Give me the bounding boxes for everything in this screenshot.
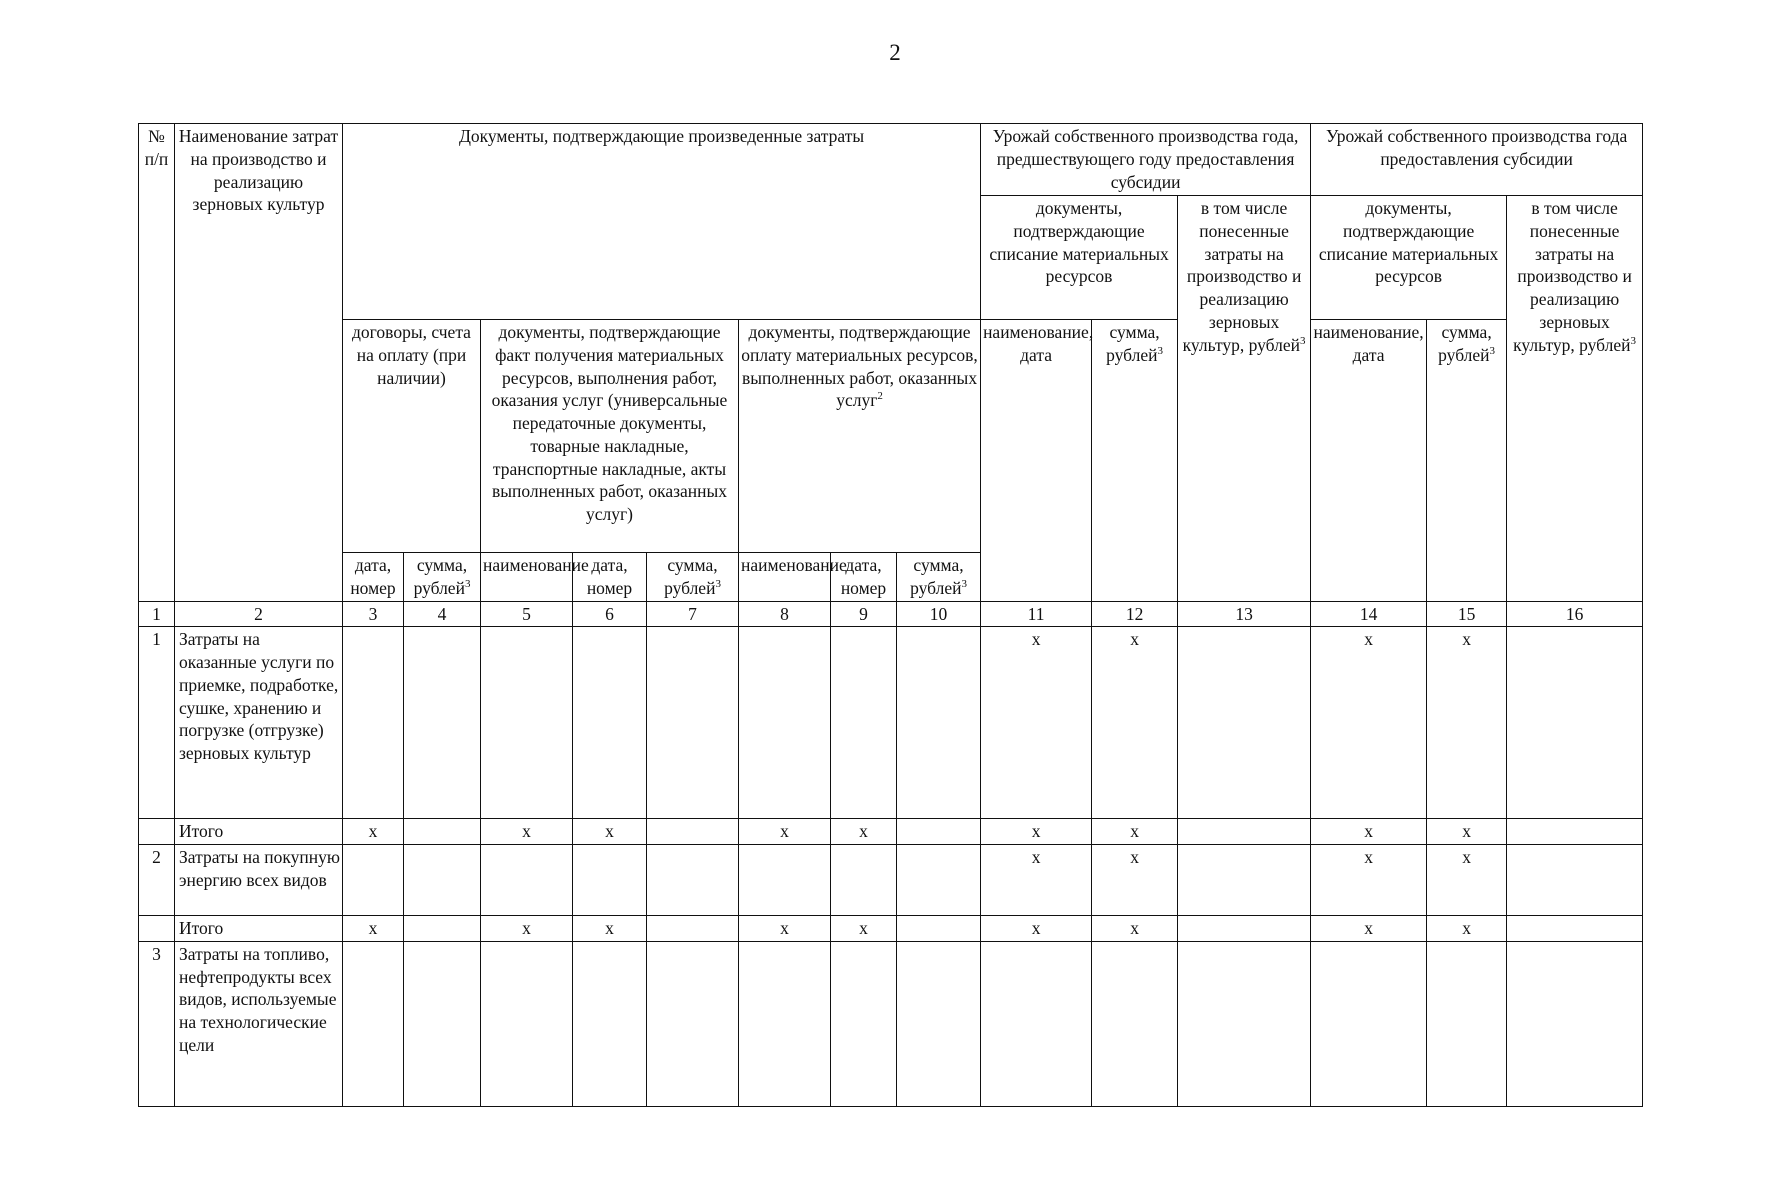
cell-x-mark: x: [1092, 845, 1178, 916]
cell-empty: [897, 627, 981, 819]
cell-empty: [739, 941, 831, 1106]
col-number: 13: [1178, 601, 1311, 627]
cell-empty: [1507, 845, 1643, 916]
header-sum-prev: сумма, рублей$^3$: [1092, 320, 1178, 602]
cell-x-mark: x: [1092, 916, 1178, 942]
table-row: [139, 627, 1643, 819]
total-label: Итого: [175, 819, 343, 845]
cell-empty: [573, 627, 647, 819]
page-number: 2: [889, 40, 901, 65]
cell-x-mark: x: [981, 819, 1092, 845]
cell-empty: [647, 916, 739, 942]
cell-empty: [1178, 941, 1311, 1106]
header-receipt-name: наименование: [481, 553, 573, 602]
col-number: 2: [175, 601, 343, 627]
cell-empty: [139, 819, 175, 845]
cell-empty: [404, 845, 481, 916]
header-incl-costs-prev: в том числе понесенные затраты на производство и реализацию зерновых культур, рублей$^3$: [1178, 196, 1311, 602]
col-number: 1: [139, 601, 175, 627]
cell-empty: [647, 845, 739, 916]
col-number: 11: [981, 601, 1092, 627]
cell-empty: [1507, 941, 1643, 1106]
cell-empty: [139, 916, 175, 942]
table-row-total: [139, 916, 1643, 942]
header-harvest-prev: Урожай собственного производства года, предшествующего году предоставления субсидии: [981, 124, 1311, 196]
table-row-total: [139, 819, 1643, 845]
cell-x-mark: x: [343, 916, 404, 942]
cell-empty: [739, 627, 831, 819]
header-payment-docs: документы, подтверждающие оплату материальных ресурсов, выполненных работ, оказанных услуг$^2$: [739, 320, 981, 553]
col-number: 4: [404, 601, 481, 627]
cell-empty: [897, 941, 981, 1106]
cell-x-mark: x: [1427, 819, 1507, 845]
header-col-name: Наименование затрат на производство и реализацию зерновых культур: [175, 124, 343, 602]
col-number: 8: [739, 601, 831, 627]
cell-empty: [481, 845, 573, 916]
cell-empty: [1178, 819, 1311, 845]
cell-empty: [573, 845, 647, 916]
cell-empty: [1311, 941, 1427, 1106]
col-number: 9: [831, 601, 897, 627]
col-number: 16: [1507, 601, 1643, 627]
cell-empty: [831, 845, 897, 916]
cell-empty: [647, 627, 739, 819]
cell-x-mark: x: [1311, 916, 1427, 942]
col-number: 12: [1092, 601, 1178, 627]
header-write-off-docs-prev: документы, подтверждающие списание материальных ресурсов: [981, 196, 1178, 320]
cell-x-mark: x: [981, 627, 1092, 819]
cell-x-mark: x: [1092, 819, 1178, 845]
header-payment-name: наименование: [739, 553, 831, 602]
cell-empty: [981, 941, 1092, 1106]
cell-empty: [1178, 627, 1311, 819]
cell-empty: [647, 819, 739, 845]
cell-empty: [647, 941, 739, 1106]
header-write-off-docs-cur: документы, подтверждающие списание материальных ресурсов: [1311, 196, 1507, 320]
cell-empty: [897, 845, 981, 916]
cell-empty: [1178, 845, 1311, 916]
cell-x-mark: x: [1311, 845, 1427, 916]
cell-empty: [1178, 916, 1311, 942]
header-contract-sum: сумма, рублей$^3$: [404, 553, 481, 602]
col-number: 14: [1311, 601, 1427, 627]
row-number: 1: [139, 627, 175, 819]
header-col-num: № п/п: [139, 124, 175, 602]
cell-x-mark: x: [831, 819, 897, 845]
header-sum-cur: сумма, рублей$^3$: [1427, 320, 1507, 602]
col-number: 15: [1427, 601, 1507, 627]
cell-x-mark: x: [981, 845, 1092, 916]
cell-x-mark: x: [1311, 819, 1427, 845]
header-harvest-cur: Урожай собственного производства года предоставления субсидии: [1311, 124, 1643, 196]
header-incl-costs-cur: в том числе понесенные затраты на производство и реализацию зерновых культур, рублей$^3$: [1507, 196, 1643, 602]
cell-empty: [404, 941, 481, 1106]
header-receipt-docs: документы, подтверждающие факт получения материальных ресурсов, выполнения работ, оказания услуг (универсальные передаточные документы, товарные накладные, транспортные накладные, акты выполненных работ, оказанных услуг): [481, 320, 739, 553]
total-label: Итого: [175, 916, 343, 942]
header-name-date-cur: наименование, дата: [1311, 320, 1427, 602]
header-contract-date: дата, номер: [343, 553, 404, 602]
col-number: 7: [647, 601, 739, 627]
col-number: 6: [573, 601, 647, 627]
cell-x-mark: x: [831, 916, 897, 942]
cell-x-mark: x: [573, 819, 647, 845]
header-name-date-prev: наименование, дата: [981, 320, 1092, 602]
header-receipt-date: дата, номер: [573, 553, 647, 602]
row-number: 3: [139, 941, 175, 1106]
row-cost-name: Затраты на топливо, нефтепродукты всех видов, используемые на технологические цели: [175, 941, 343, 1106]
header-docs-group: Документы, подтверждающие произведенные затраты: [343, 124, 981, 320]
cell-empty: [404, 916, 481, 942]
cell-empty: [343, 627, 404, 819]
header-payment-sum: сумма, рублей$^3$: [897, 553, 981, 602]
subsidy-cost-table: [138, 123, 1643, 1107]
cell-x-mark: x: [739, 819, 831, 845]
cell-empty: [481, 627, 573, 819]
cell-empty: [573, 941, 647, 1106]
cell-x-mark: x: [1427, 916, 1507, 942]
row-number: 2: [139, 845, 175, 916]
cell-x-mark: x: [1311, 627, 1427, 819]
row-cost-name: Затраты на оказанные услуги по приемке, подработке, сушке, хранению и погрузке (отгрузке) зерновых культур: [175, 627, 343, 819]
col-number: 3: [343, 601, 404, 627]
cell-empty: [1507, 819, 1643, 845]
cell-x-mark: x: [1427, 627, 1507, 819]
cell-empty: [831, 627, 897, 819]
header-receipt-sum: сумма, рублей$^3$: [647, 553, 739, 602]
cell-empty: [1507, 627, 1643, 819]
cell-x-mark: x: [739, 916, 831, 942]
table-row: [139, 941, 1643, 1106]
cell-x-mark: x: [343, 819, 404, 845]
cell-empty: [343, 941, 404, 1106]
header-payment-date: дата, номер: [831, 553, 897, 602]
cell-empty: [831, 941, 897, 1106]
col-number: 5: [481, 601, 573, 627]
cell-empty: [404, 819, 481, 845]
cell-x-mark: x: [1092, 627, 1178, 819]
cell-x-mark: x: [1427, 845, 1507, 916]
cell-empty: [343, 845, 404, 916]
cell-empty: [1427, 941, 1507, 1106]
cell-x-mark: x: [481, 819, 573, 845]
column-number-row: [139, 601, 1643, 627]
cell-empty: [404, 627, 481, 819]
header-contracts: договоры, счета на оплату (при наличии): [343, 320, 481, 553]
cell-x-mark: x: [573, 916, 647, 942]
cell-x-mark: x: [981, 916, 1092, 942]
row-cost-name: Затраты на покупную энергию всех видов: [175, 845, 343, 916]
cell-x-mark: x: [481, 916, 573, 942]
col-number: 10: [897, 601, 981, 627]
cell-empty: [739, 845, 831, 916]
cell-empty: [897, 916, 981, 942]
cell-empty: [1092, 941, 1178, 1106]
table-row: [139, 845, 1643, 916]
cell-empty: [481, 941, 573, 1106]
cell-empty: [1507, 916, 1643, 942]
cell-empty: [897, 819, 981, 845]
